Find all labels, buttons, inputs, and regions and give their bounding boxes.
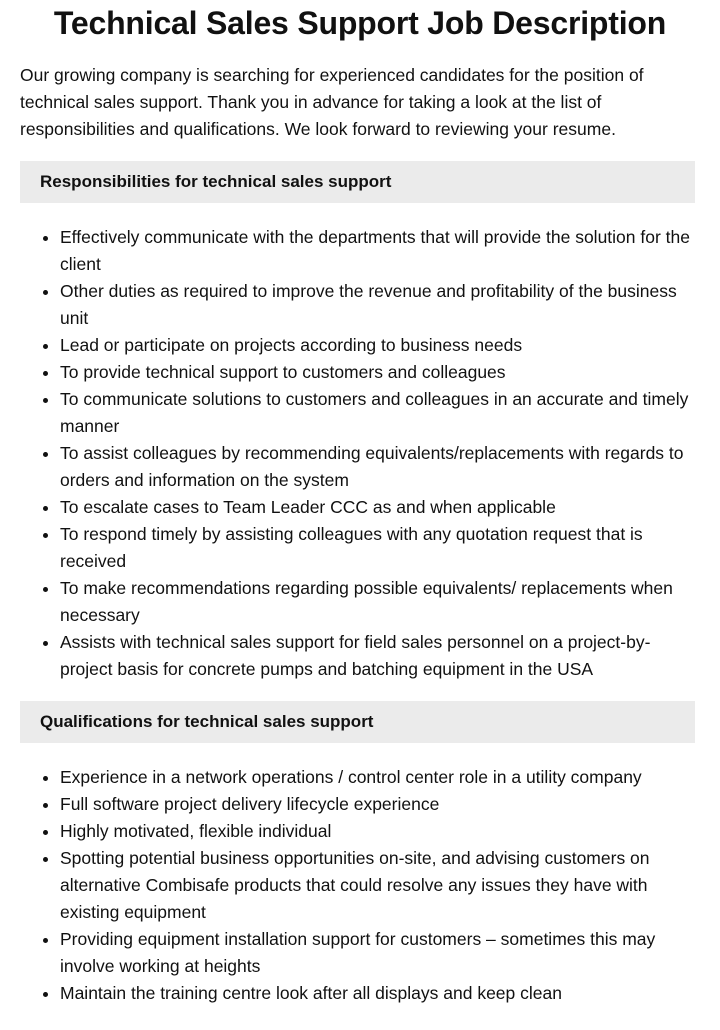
list-item: • To provide technical support to customers and colleagues — [60, 359, 700, 386]
list-item: • Maintain the training centre look after all displays and keep clean — [60, 980, 700, 1007]
list-item: • Other duties as required to improve the revenue and profitability of the business unit — [60, 278, 700, 332]
qualifications-list — [20, 764, 700, 1007]
responsibilities-list — [20, 224, 700, 683]
list-item: • Lead or participate on projects according to business needs — [60, 332, 700, 359]
list-item: • To respond timely by assisting colleagues with any quotation request that is received — [60, 521, 700, 575]
page-title: Technical Sales Support Job Description — [53, 5, 667, 41]
list-item: • To escalate cases to Team Leader CCC as and when applicable — [60, 494, 700, 521]
list-item: • Effectively communicate with the departments that will provide the solution for the client — [60, 224, 700, 278]
intro-paragraph: Our growing company is searching for experienced candidates for the position of technical sales support. Thank you in advance for taking a look at the list of responsibilities and qualifications. We look forward to reviewing your resume. — [20, 65, 644, 139]
list-item: • Experience in a network operations / control center role in a utility company — [60, 764, 700, 791]
responsibilities-heading: Responsibilities for technical sales support — [20, 161, 695, 203]
qualifications-heading: Qualifications for technical sales support — [20, 701, 695, 743]
list-item: • Full software project delivery lifecycle experience — [60, 791, 700, 818]
list-item: • Providing equipment installation support for customers – sometimes this may involve working at heights — [60, 926, 700, 980]
list-item: • To make recommendations regarding possible equivalents/ replacements when necessary — [60, 575, 700, 629]
list-item: • Assists with technical sales support for field sales personnel on a project-by-project basis for concrete pumps and batching equipment in the USA — [60, 629, 700, 683]
list-item: • Spotting potential business opportunities on-site, and advising customers on alternative Combisafe products that could resolve any issues they have with existing equipment — [60, 845, 700, 926]
list-item: • To communicate solutions to customers and colleagues in an accurate and timely manner — [60, 386, 700, 440]
list-item: • To assist colleagues by recommending equivalents/replacements with regards to orders and information on the system — [60, 440, 700, 494]
list-item: • Highly motivated, flexible individual — [60, 818, 700, 845]
